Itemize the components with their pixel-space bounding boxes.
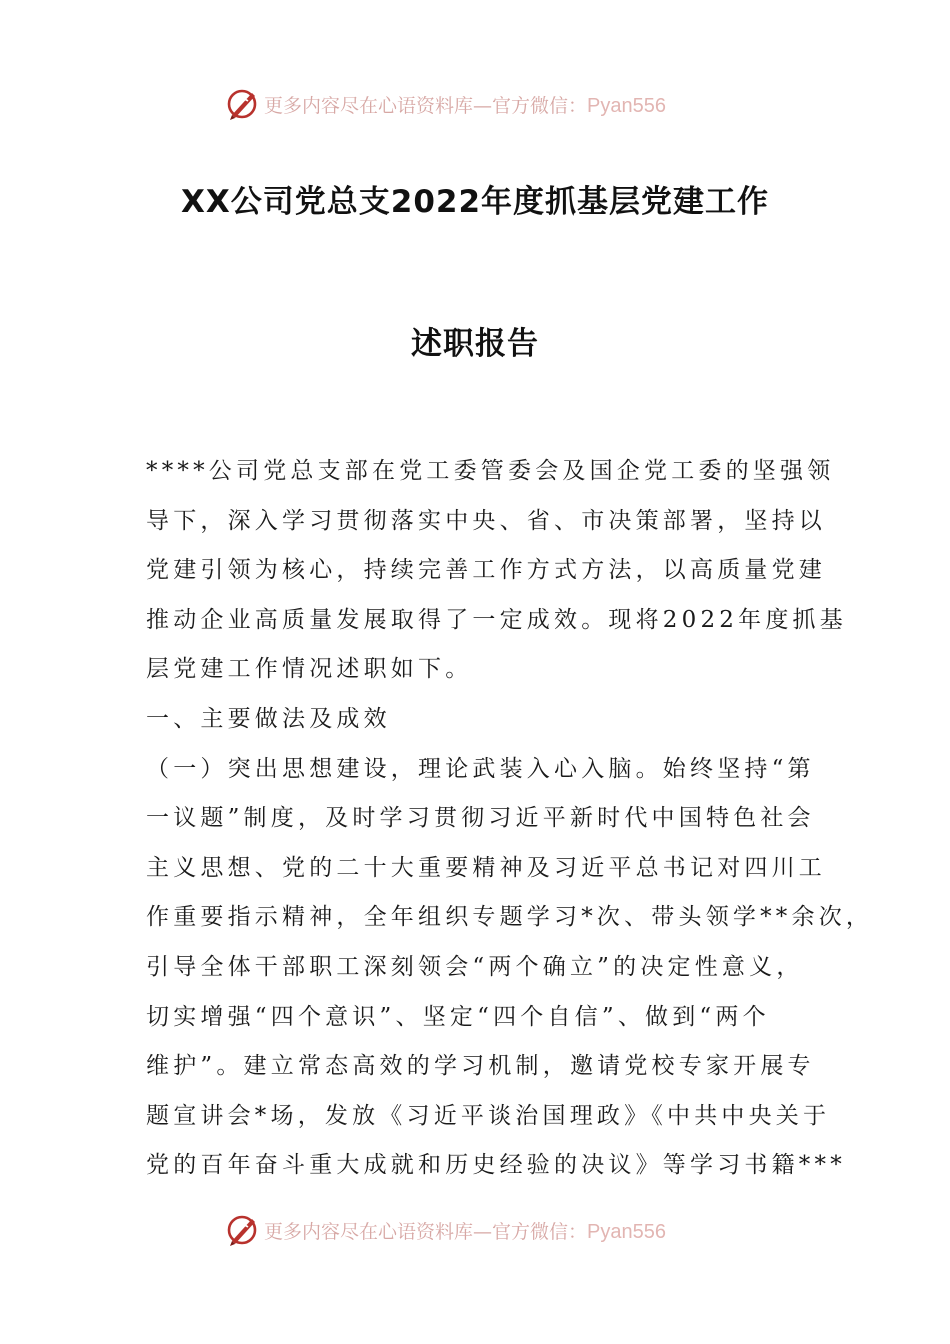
- document-body: [146, 447, 874, 1191]
- pen-logo-icon: [226, 87, 260, 121]
- body-line: 引导全体干部职工深刻领会“两个确立”的决定性意义，: [146, 953, 804, 980]
- watermark-header: [226, 84, 746, 124]
- section-heading: 一、主要做法及成效: [146, 705, 391, 732]
- body-line: 推动企业高质量发展取得了一定成效。现将2022年度抓基: [146, 606, 847, 633]
- body-line: 题宣讲会*场，发放《习近平谈治国理政》《中共中央关于: [146, 1102, 831, 1129]
- body-line: 维护”。建立常态高效的学习机制，邀请党校专家开展专: [146, 1053, 815, 1080]
- watermark-wechat-id: Pyan556: [587, 94, 666, 117]
- body-line: 主义思想、党的二十大重要精神及习近平总书记对四川工: [146, 854, 826, 881]
- body-line: 作重要指示精神，全年组织专题学习*次、带头领学**余次，: [146, 904, 874, 931]
- watermark-wechat-id: Pyan556: [587, 1220, 666, 1243]
- pen-logo-icon: [226, 1213, 260, 1247]
- document-title-line2: 述职报告: [411, 326, 539, 362]
- watermark-text: 更多内容尽在心语资料库—官方微信：: [264, 94, 588, 117]
- body-line: 切实增强“四个意识”、坚定“四个自信”、做到“两个: [146, 1003, 770, 1030]
- watermark-footer: [226, 1210, 746, 1250]
- body-line: 党建引领为核心，持续完善工作方式方法，以高质量党建: [146, 557, 826, 584]
- body-line: 导下，深入学习贯彻落实中央、省、市决策部署，坚持以: [146, 507, 826, 534]
- body-line: 党的百年奋斗重大成就和历史经验的决议》等学习书籍***: [146, 1152, 846, 1179]
- body-line: ****公司党总支部在党工委管委会及国企党工委的坚强领: [146, 458, 835, 484]
- body-line: （一）突出思想建设，理论武装入心入脑。始终坚持“第: [146, 755, 815, 782]
- watermark-text: 更多内容尽在心语资料库—官方微信：: [264, 1220, 588, 1243]
- body-line: 一议题”制度，及时学习贯彻习近平新时代中国特色社会: [146, 805, 815, 832]
- document-title-line1: XX公司党总支2022年度抓基层党建工作: [180, 184, 770, 220]
- body-line: 层党建工作情况述职如下。: [146, 656, 473, 683]
